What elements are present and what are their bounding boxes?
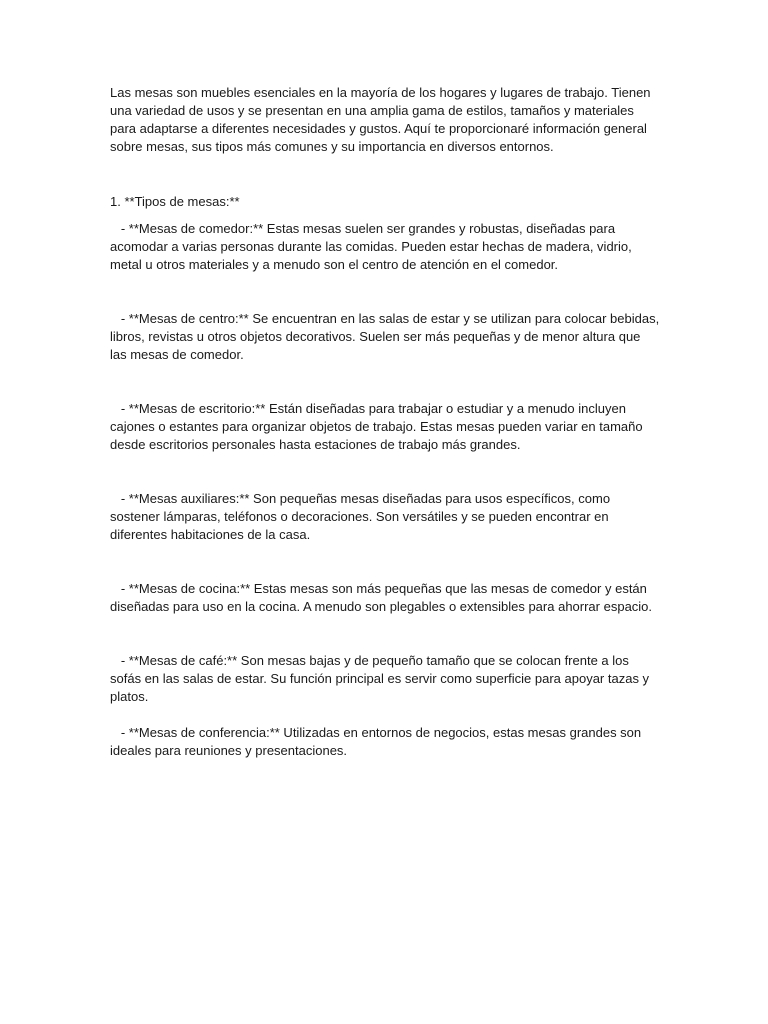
list-item: - **Mesas de centro:** Se encuentran en las salas de estar y se utilizan para colocar bebidas, libros, revistas u otros objetos decorativos. Suelen ser más pequeñas y de menor altura que las mesas de comedor. [110,311,663,362]
list-item: - **Mesas de conferencia:** Utilizadas en entornos de negocios, estas mesas grandes son ideales para reuniones y presentaciones. [110,725,645,758]
list-item: - **Mesas de escritorio:** Están diseñadas para trabajar o estudiar y a menudo incluyen cajones o estantes para organizar objetos de trabajo. Estas mesas pueden variar en tamaño desde escritorios personales hasta estaciones de trabajo más grandes. [110,401,647,452]
section-heading: 1. **Tipos de mesas:** [110,194,240,209]
list-item: - **Mesas de comedor:** Estas mesas suelen ser grandes y robustas, diseñadas para acomodar a varias personas durante las comidas. Pueden estar hechas de madera, vidrio, metal u otros materiales y a menudo son el centro de atención en el comedor. [110,221,636,272]
intro-paragraph: Las mesas son muebles esenciales en la mayoría de los hogares y lugares de trabajo. Tienen una variedad de usos y se presentan en una amplia gama de estilos, tamaños y materiales para adaptarse a diferentes necesidades y gustos. Aquí te proporcionaré información general sobre mesas, sus tipos más comunes y su importancia en diversos entornos. [110,85,655,154]
list-item: - **Mesas de cocina:** Estas mesas son más pequeñas que las mesas de comedor y están diseñadas para uso en la cocina. A menudo son plegables o extensibles para ahorrar espacio. [110,581,653,614]
list-item: - **Mesas de café:** Son mesas bajas y de pequeño tamaño que se colocan frente a los sofás en las salas de estar. Su función principal es servir como superficie para apoyar tazas y platos. [110,653,653,704]
list-item: - **Mesas auxiliares:** Son pequeñas mesas diseñadas para usos específicos, como sostener lámparas, teléfonos o decoraciones. Son versátiles y se pueden encontrar en diferentes habitaciones de la casa. [110,491,614,542]
